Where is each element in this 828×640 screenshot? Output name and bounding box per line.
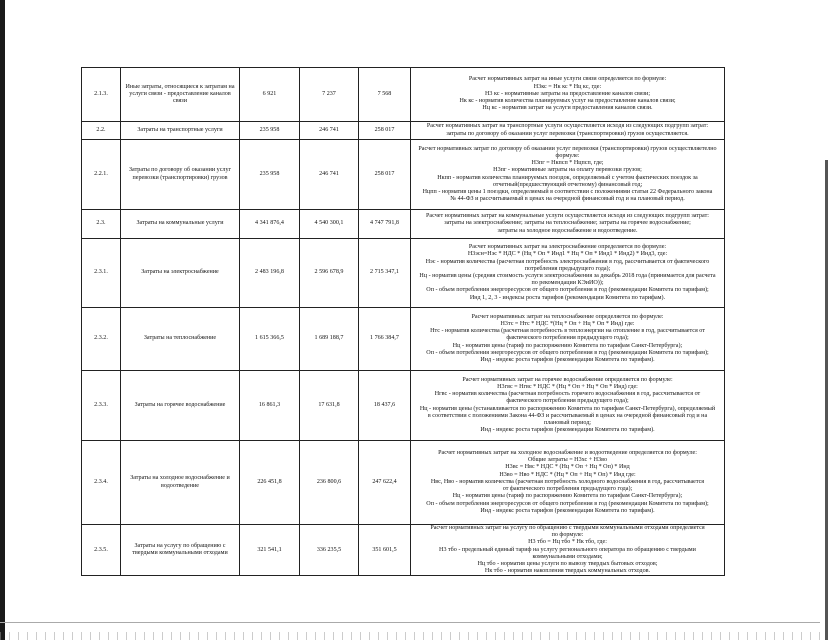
value-year-2: 1 689 188,7 [300,308,359,371]
value-year-1: 6 921 [240,68,300,122]
description-line: коммунальными отходами; [532,553,603,560]
row-number: 2.3.4. [82,441,121,525]
description-line: затраты на электроснабжение; затраты на теплоснабжение; затраты на горячее водоснабжение; [444,220,691,227]
value-year-2: 17 631,8 [300,371,359,441]
description-line: Оп - объем потребления энергоресурсов от общего потребления в год (рекомендации Комитета по тарифам); [426,287,709,294]
description-line: Н3вс = Нвс * НДС * (Нц * Оп + Нц * Оп) * Инд [505,464,630,471]
value-year-2: 336 235,5 [300,525,359,576]
scan-left-edge [0,0,5,640]
table-row [82,210,725,239]
description-line: Инд - индекс роста тарифов (рекомендации Комитета по тарифам). [480,427,655,434]
description-line: Инд 1, 2, 3 - индексы роста тарифов (рекомендации Комитета по тарифам). [469,294,666,301]
value-year-1: 2 483 196,8 [240,239,300,308]
description-line: Расчет нормативных затрат на коммунальные услуги осуществляется исходя из следующих подгрупп затрат: [426,213,709,220]
value-year-2: 246 741 [300,140,359,210]
table-row [82,122,725,140]
row-number: 2.2. [82,122,121,140]
description-line: Н3тс = Нтс * НДС *(Нц * Оп + Нц * Оп * Инд) где: [500,320,635,327]
description-line: Нц - норматив цены (устанавливается по распоряжению Комитета по тарифам Санкт-Петербурга), определяемый [419,405,716,412]
table-row [82,140,725,210]
row-name: Затраты по договору об оказании услуг перевозки (транспортировки) грузов [121,140,240,210]
description-line: Н3эсн=Нэс * НДС * (Нц * Оп * Инд1 * Нц * Оп * Инд1 * Инд2) * Инд3, где: [467,251,668,258]
description-line: № 44-ФЗ и рассчитываемый в ценах на очередной финансовый год и на плановый период. [450,196,685,203]
row-name: Затраты на горячее водоснабжение [121,371,240,441]
row-number: 2.3.5. [82,525,121,576]
description-line: Нц - норматив цены (тариф по распоряжению Комитета по тарифам Санкт-Петербурга); [452,342,683,349]
row-number: 2.3.1. [82,239,121,308]
description-line: Нц - норматив цены (тариф по распоряжению Комитета по тарифам Санкт-Петербурга); [452,493,683,500]
description-line: отчетный(предшествующий отчетному) финансовый год; [492,181,643,188]
description-line: формуле: [555,152,580,159]
description-line: Расчет нормативных затрат на горячее водоснабжение определяется по формуле: [462,376,673,383]
description-line: Оп - объем потребления энергоресурсов от общего потребления в год (рекомендации Комитета по тарифам); [426,500,709,507]
row-number: 2.1.3. [82,68,121,122]
description-line: Н3 тбо = Нц тбо * Нк тбо, где: [528,539,607,546]
description-line: Нтс - норматив количества (расчетная потребность в теплоэнергии на отопление в год, рассчитывается от [430,328,705,335]
table-body [82,68,725,576]
value-year-3: 7 568 [359,68,411,122]
row-name: Затраты на коммунальные услуги [121,210,240,239]
value-year-1: 1 615 366,5 [240,308,300,371]
value-year-2: 4 540 300,1 [300,210,359,239]
description-line: Расчет нормативных затрат на иные услуги связи определяется по формуле: [468,76,667,83]
description-line: Нгвс - норматив количества (расчетная потребность горячего водоснабжения в год, рассчитывается от [434,391,701,398]
value-year-2: 236 800,6 [300,441,359,525]
description-line: Расчет нормативных затрат на электроснабжение определяется по формуле: [468,244,667,251]
description-line: Н3пг = Нкпсп * Нцпсп, где; [531,160,604,167]
value-year-2: 246 741 [300,122,359,140]
table-row [82,525,725,576]
description-line: затраты на холодное водоснабжение и водоотведение. [497,227,638,234]
value-year-1: 4 341 876,4 [240,210,300,239]
row-number: 2.3.3. [82,371,121,441]
description-line: Нц - норматив цены (средняя стоимость услуги электроснабжения за декабрь 2018 года (принимается для расчета [419,273,716,279]
calculation-description [411,308,725,371]
description-line: Инд - индекс роста тарифов (рекомендации Комитета по тарифам). [480,357,655,363]
description-line: Расчет нормативных затрат на услугу по обращению с твердыми коммунальными отходами определяется [430,525,705,531]
value-year-2: 7 237 [300,68,359,122]
description-line: от фактического потребления предыдущего года); [502,486,633,493]
description-line: Нц тбо - норматив цены услуги по вывозу твердых бытовых отходов; [477,561,658,568]
calculation-description [411,140,725,210]
value-year-1: 16 861,3 [240,371,300,441]
table-row [82,308,725,371]
description-line: Нэс - норматив количества (расчетная потребность электроснабжения в год, рассчитывается от фактического [425,258,710,265]
description-line: Н3 тбо - предельный единый тариф на услугу регионального оператора по обращению с твердыми [439,546,696,553]
description-line: Н3пг - нормативные затраты на оплату перевозки грузов; [493,167,642,174]
description-line: по рекомендации КЭиИО)); [531,280,604,287]
row-number: 2.3.2. [82,308,121,371]
value-year-1: 235 958 [240,140,300,210]
description-line: затраты по договору об оказании услуг перевозки (транспортировки) грузов осуществляется. [446,130,689,137]
row-name: Затраты на электроснабжение [121,239,240,308]
calculation-description [411,371,725,441]
scan-artifact [0,632,828,640]
value-year-3: 4 747 791,8 [359,210,411,239]
description-line: Инд - индекс роста тарифов (рекомендации Комитета по тарифам). [480,507,655,514]
description-line: Нц кс - норматив затрат на услуги предоставления каналов связи. [482,105,653,112]
description-line: Н3гвс = Нгвс * НДС * (Нц * Оп + Нц * Оп * Инд) где: [497,383,638,390]
description-line: фактического потребления предыдущего года); [506,335,629,342]
row-name: Затраты на транспортные услуги [121,122,240,140]
description-line: Расчет нормативных затрат на теплоснабжение определяется по формуле: [471,313,664,320]
calculation-description [411,122,725,140]
page-bottom-rule [0,622,820,623]
row-name: Затраты на холодное водоснабжение и водоотведение [121,441,240,525]
description-line: фактического потребления предыдущего года); [506,398,629,405]
description-line: плановый период; [543,419,591,426]
description-line: потребления предыдущего года); [524,265,611,272]
description-line: по формуле: [551,532,584,539]
value-year-2: 2 596 678,9 [300,239,359,308]
row-name: Иные затраты, относящиеся к затратам на услуги связи - предоставление каналов связи [121,68,240,122]
description-line: Расчет нормативных затрат по договору об оказании услуг перевозки (транспортировки) грузов осуществляетелно [418,145,717,152]
value-year-3: 18 437,6 [359,371,411,441]
calculation-description [411,210,725,239]
calculation-description [411,68,725,122]
value-year-3: 1 766 384,7 [359,308,411,371]
calculation-description [411,525,725,576]
table-row [82,239,725,308]
row-number: 2.3. [82,210,121,239]
description-line: Общие затраты = Н3хс + Н3во [527,457,608,464]
table-row [82,371,725,441]
row-number: 2.2.1. [82,140,121,210]
calculation-description [411,239,725,308]
value-year-3: 247 622,4 [359,441,411,525]
description-line: Расчет нормативных затрат на холодное водоснабжение и водоотведение определяется по формуле: [438,450,697,457]
description-line: Нкпп - норматив количества планируемых поездок, определяемый с учетом фактических поездок за [437,174,698,181]
description-line: Расчет нормативных затрат на транспортные услуги осуществляется исходя из следующих подгрупп затрат: [426,123,709,130]
description-line: Н3во = Нво * НДС * (Нц * Оп + Нц * Оп) * Инд где: [499,471,636,478]
description-line: Нцпп - норматив цены 1 поездки, определяемый в соответствии с положениями статьи 22 Федерального закона [422,188,713,195]
value-year-3: 258 017 [359,122,411,140]
calculation-description [411,441,725,525]
row-name: Затраты на услугу по обращению с твердыми коммунальными отходами [121,525,240,576]
value-year-3: 258 017 [359,140,411,210]
description-line: Н3 кс - нормативные затраты на предоставление каналов связи; [484,90,651,97]
value-year-3: 351 601,5 [359,525,411,576]
value-year-1: 321 541,1 [240,525,300,576]
description-line: Оп - объем потребления энергоресурсов от общего потребления в год (рекомендации Комитета по тарифам); [426,349,709,356]
value-year-1: 235 958 [240,122,300,140]
table-row [82,68,725,122]
cost-norms-table [81,67,725,576]
row-name: Затраты на теплоснабжение [121,308,240,371]
description-line: Нк тбо - норматив накопления твердых коммунальных отходов. [484,568,651,575]
value-year-1: 226 451,8 [240,441,300,525]
table-row [82,441,725,525]
description-line: Н3кс = Нк кс * Нц кс, где: [533,83,602,90]
value-year-3: 2 715 347,1 [359,239,411,308]
description-line: в соответствии с положениями Закона 44-ФЗ и рассчитываемый в ценах на очередной финансовый год и на [427,412,708,419]
description-line: Нк кс - норматив количества планируемых услуг на предоставление каналов связи; [459,98,676,105]
description-line: Нвс, Нво - норматив количества (расчетная потребность холодного водоснабжения в год, рассчитывается [430,478,705,485]
